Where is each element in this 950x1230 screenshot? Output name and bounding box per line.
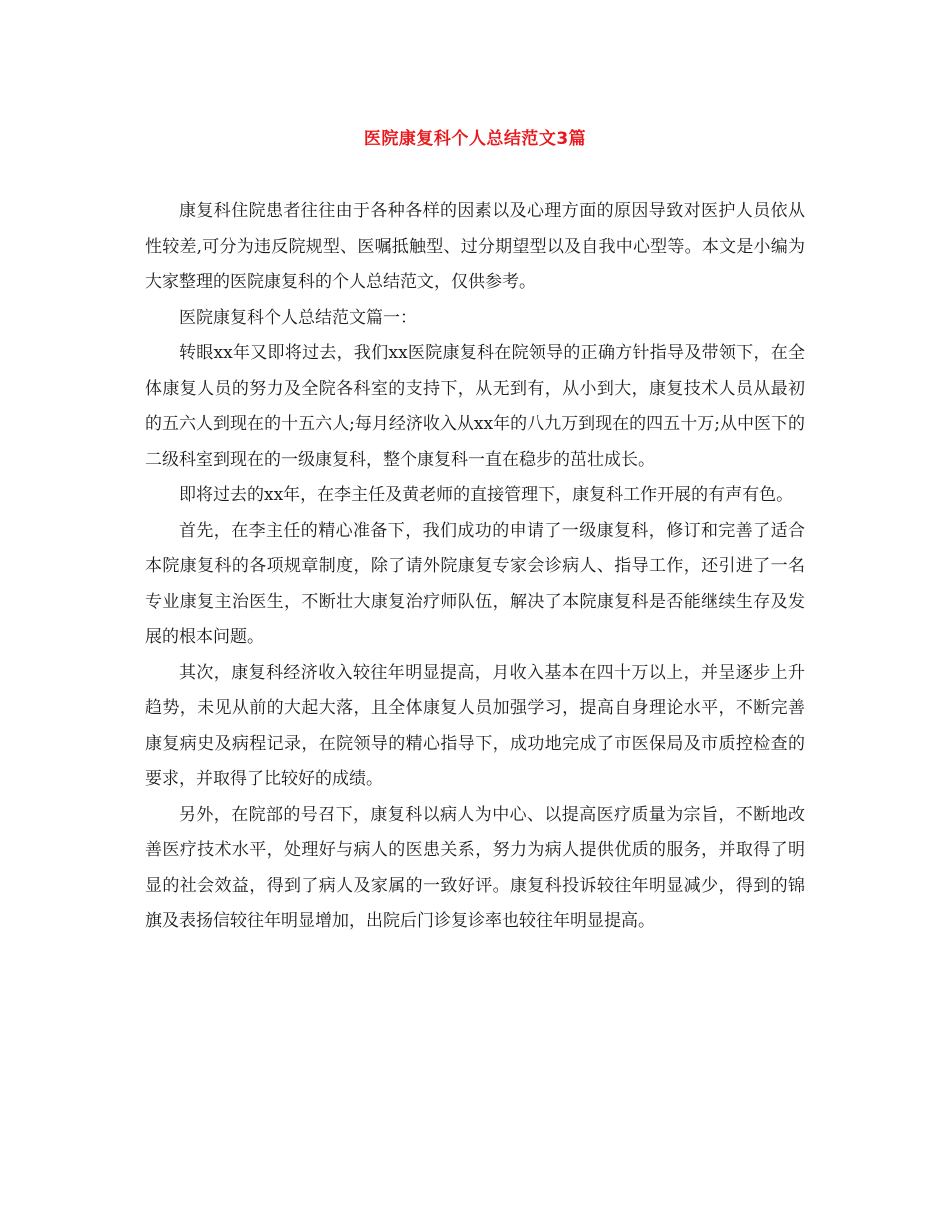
- document-title: 医院康复科个人总结范文3篇: [363, 129, 587, 149]
- body-paragraph: 首先，在李主任的精心准备下，我们成功的申请了一级康复科，修订和完善了适合本院康复科的各项规章制度，除了请外院康复专家会诊病人、指导工作，还引进了一名专业康复主治医生，不断壮大康复治疗师队伍，解决了本院康复科是否能继续生存及发展的根本问题。: [145, 520, 805, 647]
- intro-paragraph: 康复科住院患者往往由于各种各样的因素以及心理方面的原因导致对医护人员依从性较差,可分为违反院规型、医嘱抵触型、过分期望型以及自我中心型等。本文是小编为大家整理的医院康复科的个人总结范文，仅供参考。: [145, 201, 805, 292]
- document-body: [145, 194, 805, 940]
- body-paragraph: 即将过去的xx年，在李主任及黄老师的直接管理下，康复科工作开展的有声有色。: [179, 485, 794, 505]
- body-paragraph: 其次，康复科经济收入较往年明显提高，月收入基本在四十万以上，并呈逐步上升趋势，未见从前的大起大落，且全体康复人员加强学习，提高自身理论水平，不断完善康复病史及病程记录，在院领导的精心指导下，成功地完成了市医保局及市质控检查的要求，并取得了比较好的成绩。: [145, 662, 805, 789]
- section-heading: 医院康复科个人总结范文篇一：: [179, 307, 417, 328]
- body-paragraph: 转眼xx年又即将过去，我们xx医院康复科在院领导的正确方针指导及带领下，在全体康复人员的努力及全院各科室的支持下，从无到有，从小到大，康复技术人员从最初的五六人到现在的十五六人;每月经济收入从xx年的八九万到现在的四五十万;从中医下的二级科室到现在的一级康复科，整个康复科一直在稳步的茁壮成长。: [145, 343, 805, 470]
- body-paragraph: 另外，在院部的号召下，康复科以病人为中心、以提高医疗质量为宗旨，不断地改善医疗技术水平，处理好与病人的医患关系，努力为病人提供优质的服务，并取得了明显的社会效益，得到了病人及家属的一致好评。康复科投诉较往年明显减少，得到的锦旗及表扬信较往年明显增加，出院后门诊复诊率也较往年明显提高。: [145, 804, 805, 931]
